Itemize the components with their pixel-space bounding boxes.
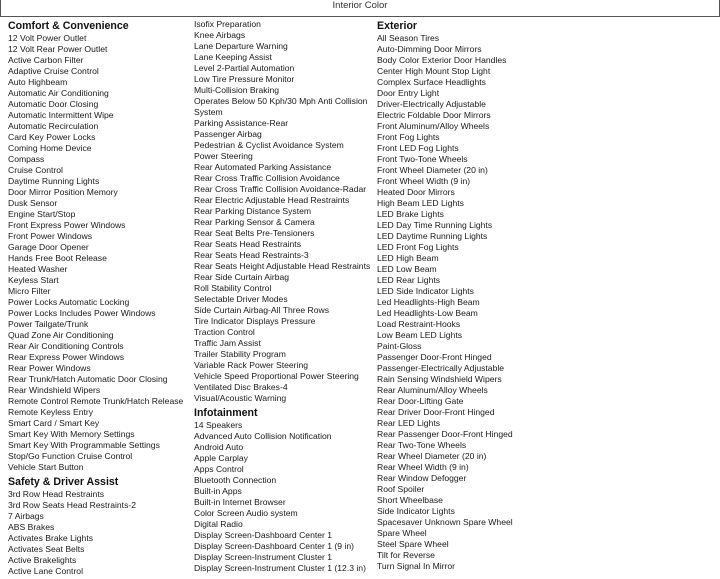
header-bar bbox=[0, 0, 720, 17]
feature-item: Door Entry Light bbox=[377, 88, 440, 98]
feature-item: Front Wheel Diameter (20 in) bbox=[377, 165, 488, 175]
feature-list bbox=[8, 489, 188, 577]
feature-item: Quad Zone Air Conditioning bbox=[8, 330, 114, 340]
feature-item: Stop/Go Function Cruise Control bbox=[8, 451, 133, 461]
feature-item: Passenger-Electrically Adjustable bbox=[377, 363, 505, 373]
feature-item: Hands Free Boot Release bbox=[8, 253, 107, 263]
feature-item: Rear Driver Door-Front Hinged bbox=[377, 407, 495, 417]
feature-list bbox=[194, 19, 370, 404]
feature-item: High Beam LED Lights bbox=[377, 198, 464, 208]
feature-item: Rear Electric Adjustable Head Restraints bbox=[194, 195, 350, 205]
feature-item: Smart Key With Programmable Settings bbox=[8, 440, 160, 450]
feature-item: Driver-Electrically Adjustable bbox=[377, 99, 486, 109]
feature-item: Multi-Collision Braking bbox=[194, 85, 280, 95]
feature-item: Active Brakelights bbox=[8, 555, 77, 565]
feature-item: Turn Signal In Mirror bbox=[377, 561, 456, 571]
feature-item: Front Express Power Windows bbox=[8, 220, 126, 230]
feature-item: Color Screen Audio system bbox=[194, 508, 298, 518]
feature-item: Rear Seats Head Restraints-3 bbox=[194, 250, 309, 260]
feature-item: Passenger Airbag bbox=[194, 129, 262, 139]
feature-item: Rear Automated Parking Assistance bbox=[194, 162, 332, 172]
feature-item: Power Steering bbox=[194, 151, 253, 161]
feature-item: Rear Seats Height Adjustable Head Restraints bbox=[194, 261, 371, 271]
feature-item: Compass bbox=[8, 154, 45, 164]
feature-item: 14 Speakers bbox=[194, 420, 243, 430]
feature-list bbox=[377, 33, 577, 572]
feature-item: 7 Airbags bbox=[8, 511, 44, 521]
feature-item: Apple Carplay bbox=[194, 453, 248, 463]
feature-item: Roof Spoiler bbox=[377, 484, 425, 494]
feature-item: Complex Surface Headlights bbox=[377, 77, 486, 87]
feature-item: Automatic Air Conditioning bbox=[8, 88, 109, 98]
feature-item: Spacesaver Unknown Spare Wheel bbox=[377, 517, 513, 527]
feature-item: Garage Door Opener bbox=[8, 242, 89, 252]
feature-item: Automatic Recirculation bbox=[8, 121, 99, 131]
feature-item: Side Curtain Airbag-All Three Rows bbox=[194, 305, 330, 315]
feature-item: Display Screen-Instrument Cluster 1 bbox=[194, 552, 333, 562]
feature-item: Heated Washer bbox=[8, 264, 68, 274]
feature-item: Keyless Start bbox=[8, 275, 59, 285]
feature-item: Micro Filter bbox=[8, 286, 51, 296]
feature-item: Variable Rack Power Steering bbox=[194, 360, 309, 370]
feature-item: Advanced Auto Collision Notification bbox=[194, 431, 332, 441]
feature-item: Active Carbon Filter bbox=[8, 55, 84, 65]
feature-item: Coming Home Device bbox=[8, 143, 92, 153]
feature-item: Level 2-Partial Automation bbox=[194, 63, 295, 73]
feature-item: Led Headlights-High Beam bbox=[377, 297, 480, 307]
feature-item: Display Screen-Dashboard Center 1 bbox=[194, 530, 333, 540]
section-title: Safety & Driver Assist bbox=[8, 476, 119, 488]
feature-item: Operates Below 50 Kph/30 Mph Anti Collision System bbox=[194, 96, 368, 117]
feature-item: Low Beam LED Lights bbox=[377, 330, 463, 340]
feature-item: Rear Wheel Width (9 in) bbox=[377, 462, 469, 472]
feature-item: Rear Parking Sensor & Camera bbox=[194, 217, 315, 227]
feature-item: Smart Card / Smart Key bbox=[8, 418, 100, 428]
feature-item: Rear Trunk/Hatch Automatic Door Closing bbox=[8, 374, 168, 384]
feature-item: Front Power Windows bbox=[8, 231, 93, 241]
header-title: Interior Color bbox=[332, 0, 388, 11]
feature-item: LED Daytime Running Lights bbox=[377, 231, 488, 241]
feature-item: Rear Windshield Wipers bbox=[8, 385, 101, 395]
feature-item: LED Day Time Running Lights bbox=[377, 220, 493, 230]
feature-item: Built-in Internet Browser bbox=[194, 497, 286, 507]
feature-item: Smart Key With Memory Settings bbox=[8, 429, 135, 439]
feature-item: Traction Control bbox=[194, 327, 255, 337]
feature-item: Traffic Jam Assist bbox=[194, 338, 261, 348]
feature-item: Card Key Power Locks bbox=[8, 132, 96, 142]
feature-item: Rear Door-Lifting Gate bbox=[377, 396, 464, 406]
section-title: Comfort & Convenience bbox=[8, 20, 129, 32]
feature-item: Dusk Sensor bbox=[8, 198, 58, 208]
feature-item: Rear Cross Traffic Collision Avoidance bbox=[194, 173, 340, 183]
feature-item: Vehicle Start Button bbox=[8, 462, 84, 472]
feature-item: Tilt for Reverse bbox=[377, 550, 435, 560]
feature-item: Rear Cross Traffic Collision Avoidance-Radar bbox=[194, 184, 367, 194]
feature-item: 3rd Row Seats Head Restraints-2 bbox=[8, 500, 137, 510]
feature-item: Steel Spare Wheel bbox=[377, 539, 449, 549]
feature-item: Short Wheelbase bbox=[377, 495, 443, 505]
feature-item: Android Auto bbox=[194, 442, 244, 452]
feature-item: Load Restraint-Hooks bbox=[377, 319, 461, 329]
feature-item: Pedestrian & Cyclist Avoidance System bbox=[194, 140, 344, 150]
feature-item: Rear Window Defogger bbox=[377, 473, 467, 483]
feature-item: Door Mirror Position Memory bbox=[8, 187, 118, 197]
feature-item: Rear Express Power Windows bbox=[8, 352, 125, 362]
feature-item: Front Two-Tone Wheels bbox=[377, 154, 468, 164]
feature-item: Rear Power Windows bbox=[8, 363, 91, 373]
feature-item: 12 Volt Rear Power Outlet bbox=[8, 44, 108, 54]
feature-item: Rear Seats Head Restraints bbox=[194, 239, 301, 249]
feature-item: Bluetooth Connection bbox=[194, 475, 277, 485]
feature-item: Daytime Running Lights bbox=[8, 176, 100, 186]
feature-item: Electric Foldable Door Mirrors bbox=[377, 110, 491, 120]
feature-item: 12 Volt Power Outlet bbox=[8, 33, 87, 43]
feature-item: Automatic Door Closing bbox=[8, 99, 99, 109]
feature-item: Power Locks Automatic Locking bbox=[8, 297, 130, 307]
feature-item: Rear Aluminum/Alloy Wheels bbox=[377, 385, 488, 395]
feature-item: Apps Control bbox=[194, 464, 244, 474]
feature-item: Trailer Stability Program bbox=[194, 349, 286, 359]
feature-item: Rear LED Lights bbox=[377, 418, 441, 428]
feature-item: Rear Side Curtain Airbag bbox=[194, 272, 290, 282]
feature-item: All Season Tires bbox=[377, 33, 440, 43]
feature-item: LED Low Beam bbox=[377, 264, 437, 274]
feature-item: Isofix Preparation bbox=[194, 19, 261, 29]
feature-item: Rear Seat Belts Pre-Tensioners bbox=[194, 228, 315, 238]
feature-item: Heated Door Mirrors bbox=[377, 187, 455, 197]
feature-item: LED High Beam bbox=[377, 253, 439, 263]
feature-item: Body Color Exterior Door Handles bbox=[377, 55, 507, 65]
feature-item: Auto-Dimming Door Mirrors bbox=[377, 44, 482, 54]
feature-item: Knee Airbags bbox=[194, 30, 246, 40]
feature-item: Ventilated Disc Brakes-4 bbox=[194, 382, 288, 392]
feature-list bbox=[8, 33, 188, 473]
feature-item: Automatic Intermittent Wipe bbox=[8, 110, 114, 120]
features-column-3 bbox=[377, 19, 577, 574]
feature-item: Spare Wheel bbox=[377, 528, 427, 538]
feature-item: Auto Highbeam bbox=[8, 77, 68, 87]
feature-item: Led Headlights-Low Beam bbox=[377, 308, 478, 318]
features-column-2 bbox=[194, 19, 370, 576]
section-title: Exterior bbox=[377, 20, 418, 32]
feature-item: Engine Start/Stop bbox=[8, 209, 76, 219]
feature-item: Visual/Acoustic Warning bbox=[194, 393, 287, 403]
feature-item: LED Side Indicator Lights bbox=[377, 286, 474, 296]
feature-item: Tire Indicator Displays Pressure bbox=[194, 316, 316, 326]
feature-item: Front LED Fog Lights bbox=[377, 143, 459, 153]
feature-item: Selectable Driver Modes bbox=[194, 294, 288, 304]
feature-item: Built-in Apps bbox=[194, 486, 242, 496]
feature-item: Activates Brake Lights bbox=[8, 533, 94, 543]
feature-item: ABS Brakes bbox=[8, 522, 55, 532]
feature-item: Lane Departure Warning bbox=[194, 41, 288, 51]
feature-item: Parking Assistance-Rear bbox=[194, 118, 289, 128]
feature-item: Front Wheel Width (9 in) bbox=[377, 176, 471, 186]
feature-item: Display Screen-Dashboard Center 1 (9 in) bbox=[194, 541, 355, 551]
section-title: Infotainment bbox=[194, 407, 258, 419]
feature-item: Adaptive Cruise Control bbox=[8, 66, 99, 76]
features-column-1 bbox=[8, 19, 188, 579]
feature-item: Lane Keeping Assist bbox=[194, 52, 272, 62]
feature-item: Rear Parking Distance System bbox=[194, 206, 312, 216]
feature-item: Rear Wheel Diameter (20 in) bbox=[377, 451, 487, 461]
feature-item: Active Lane Control bbox=[8, 566, 83, 576]
feature-item: Low Tire Pressure Monitor bbox=[194, 74, 295, 84]
feature-item: 3rd Row Head Restraints bbox=[8, 489, 105, 499]
feature-item: Side Indicator Lights bbox=[377, 506, 455, 516]
feature-item: Rain Sensing Windshield Wipers bbox=[377, 374, 502, 384]
feature-item: Rear Passenger Door-Front Hinged bbox=[377, 429, 513, 439]
feature-item: LED Brake Lights bbox=[377, 209, 444, 219]
feature-item: Remote Control Remote Trunk/Hatch Release bbox=[8, 396, 184, 406]
feature-item: Vehicle Speed Proportional Power Steering bbox=[194, 371, 359, 381]
feature-item: LED Rear Lights bbox=[377, 275, 441, 285]
feature-item: Display Screen-Instrument Cluster 1 (12.3 in) bbox=[194, 563, 366, 573]
feature-item: Rear Two-Tone Wheels bbox=[377, 440, 467, 450]
feature-item: Front Fog Lights bbox=[377, 132, 440, 142]
feature-item: Remote Keyless Entry bbox=[8, 407, 94, 417]
feature-item: Power Tailgate/Trunk bbox=[8, 319, 89, 329]
feature-item: Rear Air Conditioning Controls bbox=[8, 341, 124, 351]
feature-item: Cruise Control bbox=[8, 165, 63, 175]
feature-item: LED Front Fog Lights bbox=[377, 242, 459, 252]
feature-item: Front Aluminum/Alloy Wheels bbox=[377, 121, 490, 131]
feature-item: Center High Mount Stop Light bbox=[377, 66, 491, 76]
feature-item: Digital Radio bbox=[194, 519, 243, 529]
feature-item: Passenger Door-Front Hinged bbox=[377, 352, 492, 362]
feature-item: Paint-Gloss bbox=[377, 341, 422, 351]
feature-list bbox=[194, 420, 370, 574]
feature-item: Roll Stability Control bbox=[194, 283, 272, 293]
feature-item: Power Locks Includes Power Windows bbox=[8, 308, 156, 318]
feature-item: Activates Seat Belts bbox=[8, 544, 85, 554]
